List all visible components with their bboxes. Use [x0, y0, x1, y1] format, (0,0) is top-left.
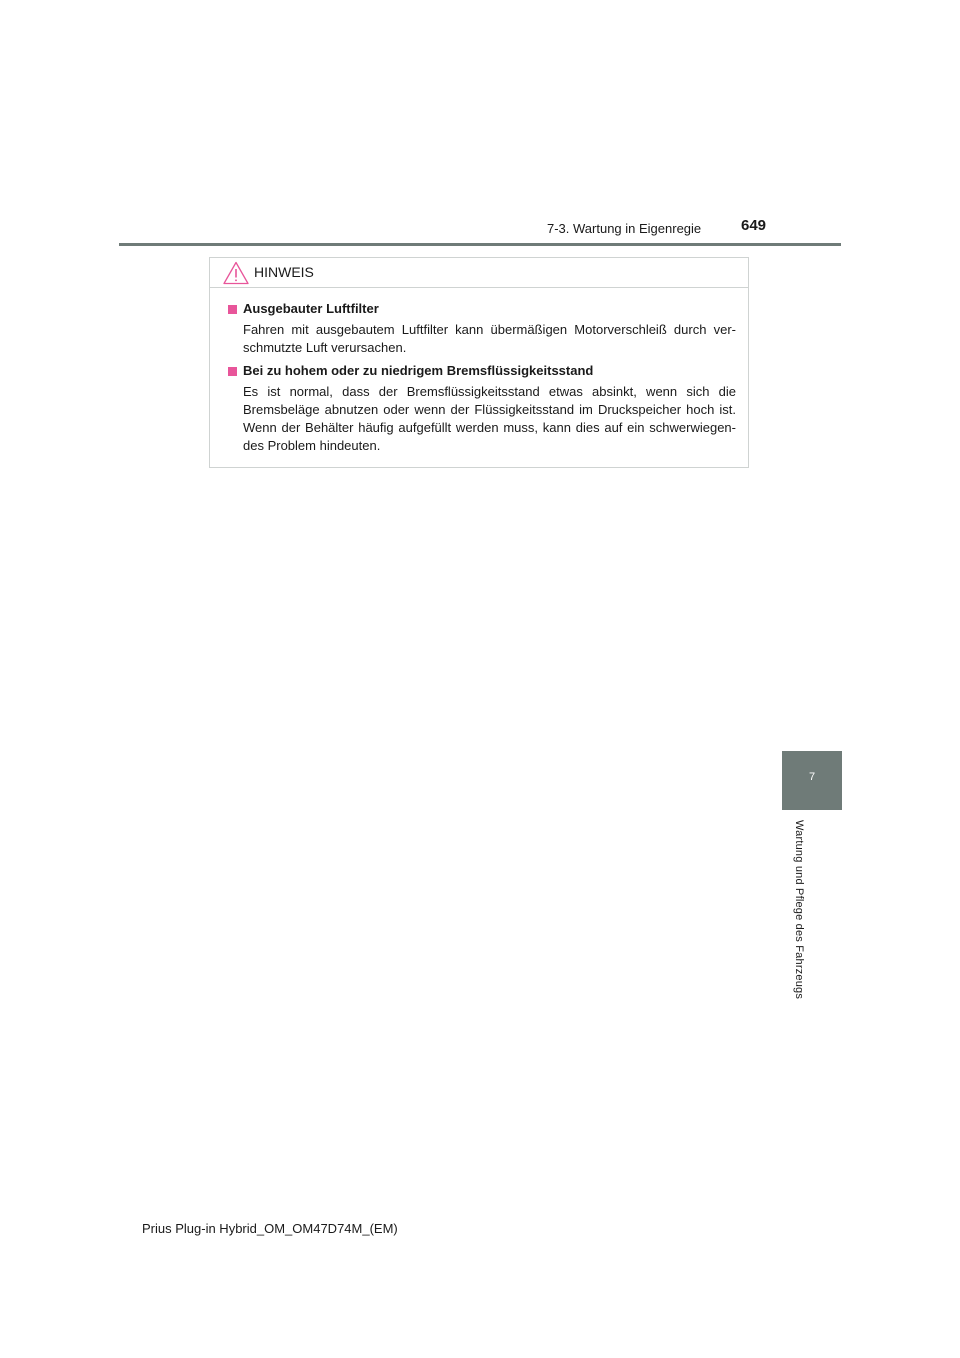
item-heading: Ausgebauter Luftfilter: [243, 301, 379, 316]
notice-item-air-filter: [228, 300, 738, 357]
notice-header: [210, 258, 748, 288]
footer-document-id: Prius Plug-in Hybrid_OM_OM47D74M_(EM): [142, 1221, 398, 1236]
notice-box: [209, 257, 749, 468]
notice-title: HINWEIS: [254, 264, 314, 280]
chapter-tab[interactable]: [782, 751, 842, 810]
item-text: Fahren mit ausgebautem Luftfilter kann übermäßigen Motorverschleiß durch ver-schmutzte Luft verursachen.: [243, 322, 736, 355]
notice-item-brake-fluid: [228, 362, 738, 455]
item-text: Es ist normal, dass der Bremsflüssigkeitsstand etwas absinkt, wenn sich die Bremsbeläge abnutzen oder wenn der Flüssigkeitsstand im Druckspeicher hoch ist. Wenn der Behälter häufig aufgefüllt werden muss, kann dies auf ein schwerwiegen-des Problem hindeuten.: [243, 384, 736, 453]
warning-triangle-icon: [223, 261, 249, 285]
square-bullet-icon: [228, 367, 237, 376]
square-bullet-icon: [228, 305, 237, 314]
notice-body: [210, 288, 748, 455]
chapter-number: 7: [808, 771, 816, 783]
chapter-label: Wartung und Pflege des Fahrzeugs: [793, 820, 805, 1000]
section-title: 7-3. Wartung in Eigenregie: [547, 221, 702, 236]
header-divider: [119, 243, 841, 246]
item-heading: Bei zu hohem oder zu niedrigem Bremsflüssigkeitsstand: [243, 363, 594, 378]
page-number: 649: [741, 217, 767, 234]
